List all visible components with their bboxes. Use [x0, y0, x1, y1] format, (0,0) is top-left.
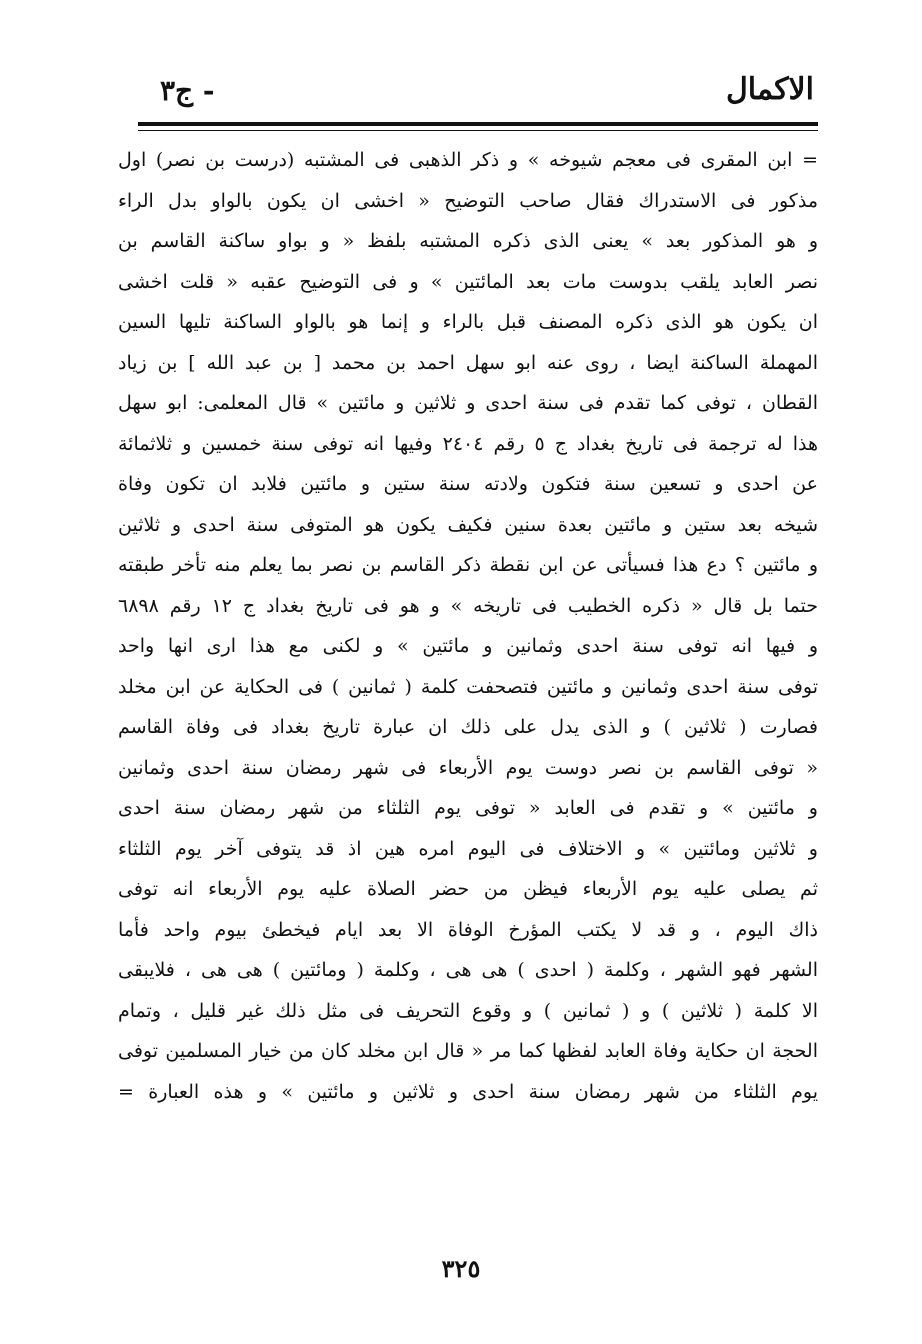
text-line: عن احدى و تسعين سنة فتكون ولادته سنة ستين و مائتين فلابد ان تكون وفاة: [118, 473, 818, 495]
text-line: و مائتين ؟ دع هذا فسيأتى عن ابن نقطة ذكر القاسم بن نصر بما يعلم منه تأخر طبقته: [118, 554, 818, 576]
text-line: توفى سنة احدى وثمانين و مائتين فتصحفت كلمة ( ثمانين ) فى الحكاية عن ابن مخلد: [118, 675, 818, 698]
text-line: الا كلمة ( ثلاثين ) و ( ثمانين ) و وقوع التحريف فى مثل ذلك غير قليل ، وتمام: [118, 999, 818, 1022]
text-line: القطان ، توفى كما تقدم فى سنة احدى و ثلاثين و مائتين » قال المعلمى: ابو سهل: [118, 392, 818, 414]
text-line: شيخه بعد ستين و مائتين بعدة سنين فكيف يكون هو المتوفى سنة احدى و ثلاثين: [118, 513, 818, 536]
text-line: هذا له ترجمة فى تاريخ بغداد ج ٥ رقم ٢٤٠٤ وفيها انه توفى سنة خمسين و ثلاثمائة: [118, 432, 818, 455]
text-line: = ابن المقرى فى معجم شيوخه » و ذكر الذهبى فى المشتبه (درست بن نصر) اول: [118, 149, 818, 171]
header-rule-thick: [138, 122, 818, 126]
text-line: الشهر فهو الشهر ، وكلمة ( احدى ) هى هى ، وكلمة ( ومائتين ) هى هى ، فلايبقى: [118, 959, 818, 981]
body-text: [118, 140, 818, 1112]
running-head-volume: - ج٣: [160, 74, 215, 107]
text-line: « توفى القاسم بن نصر دوست يوم الأربعاء فى شهر رمضان سنة احدى وثمانين: [118, 756, 818, 779]
text-line: ذاك اليوم ، و قد لا يكتب المؤرخ الوفاة الا بعد ايام فيخطئ بيوم واحد فأما: [118, 918, 818, 941]
page-number: ٣٢٥: [441, 1254, 481, 1283]
header-rule-thin: [138, 130, 818, 131]
text-line: المهملة الساكنة ايضا ، روى عنه ابو سهل احمد بن محمد [ بن عبد الله ] بن زياد: [118, 351, 818, 374]
text-line: و ثلاثين ومائتين » و الاختلاف فى اليوم امره هين اذ قد يتوفى آخر يوم الثلثاء: [118, 837, 818, 860]
text-line: ثم يصلى عليه يوم الأربعاء فيظن من حضر الصلاة عليه يوم الأربعاء انه توفى: [118, 878, 818, 900]
text-line: ان يكون هو الذى ذكره المصنف قبل بالراء و إنما هو بالواو الساكنة تليها السين: [118, 311, 818, 333]
text-line: و مائتين » و تقدم فى العابد « توفى يوم الثلثاء من شهر رمضان سنة احدى: [118, 797, 818, 819]
text-line: و هو المذكور بعد » يعنى الذى ذكره المشتبه بلفظ « و بواو ساكنة القاسم بن: [118, 230, 818, 252]
text-line: يوم الثلثاء من شهر رمضان سنة احدى و ثلاثين و مائتين » و هذه العبارة =: [118, 1080, 818, 1103]
text-line: مذكور فى الاستدراك فقال صاحب التوضيح « اخشى ان يكون بالواو بدل الراء: [118, 189, 818, 212]
text-line: و فيها انه توفى سنة احدى وثمانين و مائتين » و لكنى مع هذا ارى انها واحد: [118, 635, 818, 657]
text-line: حتما بل قال « ذكره الخطيب فى تاريخه » و هو فى تاريخ بغداد ج ١٢ رقم ٦٨٩٨: [118, 594, 818, 617]
text-line: نصر العابد يلقب بدوست مات بعد المائتين » و فى التوضيح عقبه « قلت اخشى: [118, 270, 818, 293]
running-head-title: الاكمال: [725, 72, 814, 107]
text-line: فصارت ( ثلاثين ) و الذى يدل على ذلك ان عبارة تاريخ بغداد فى وفاة القاسم: [118, 716, 818, 738]
text-line: الحجة ان حكاية وفاة العابد لفظها كما مر « قال ابن مخلد كان من خيار المسلمين توفى: [118, 1040, 818, 1062]
